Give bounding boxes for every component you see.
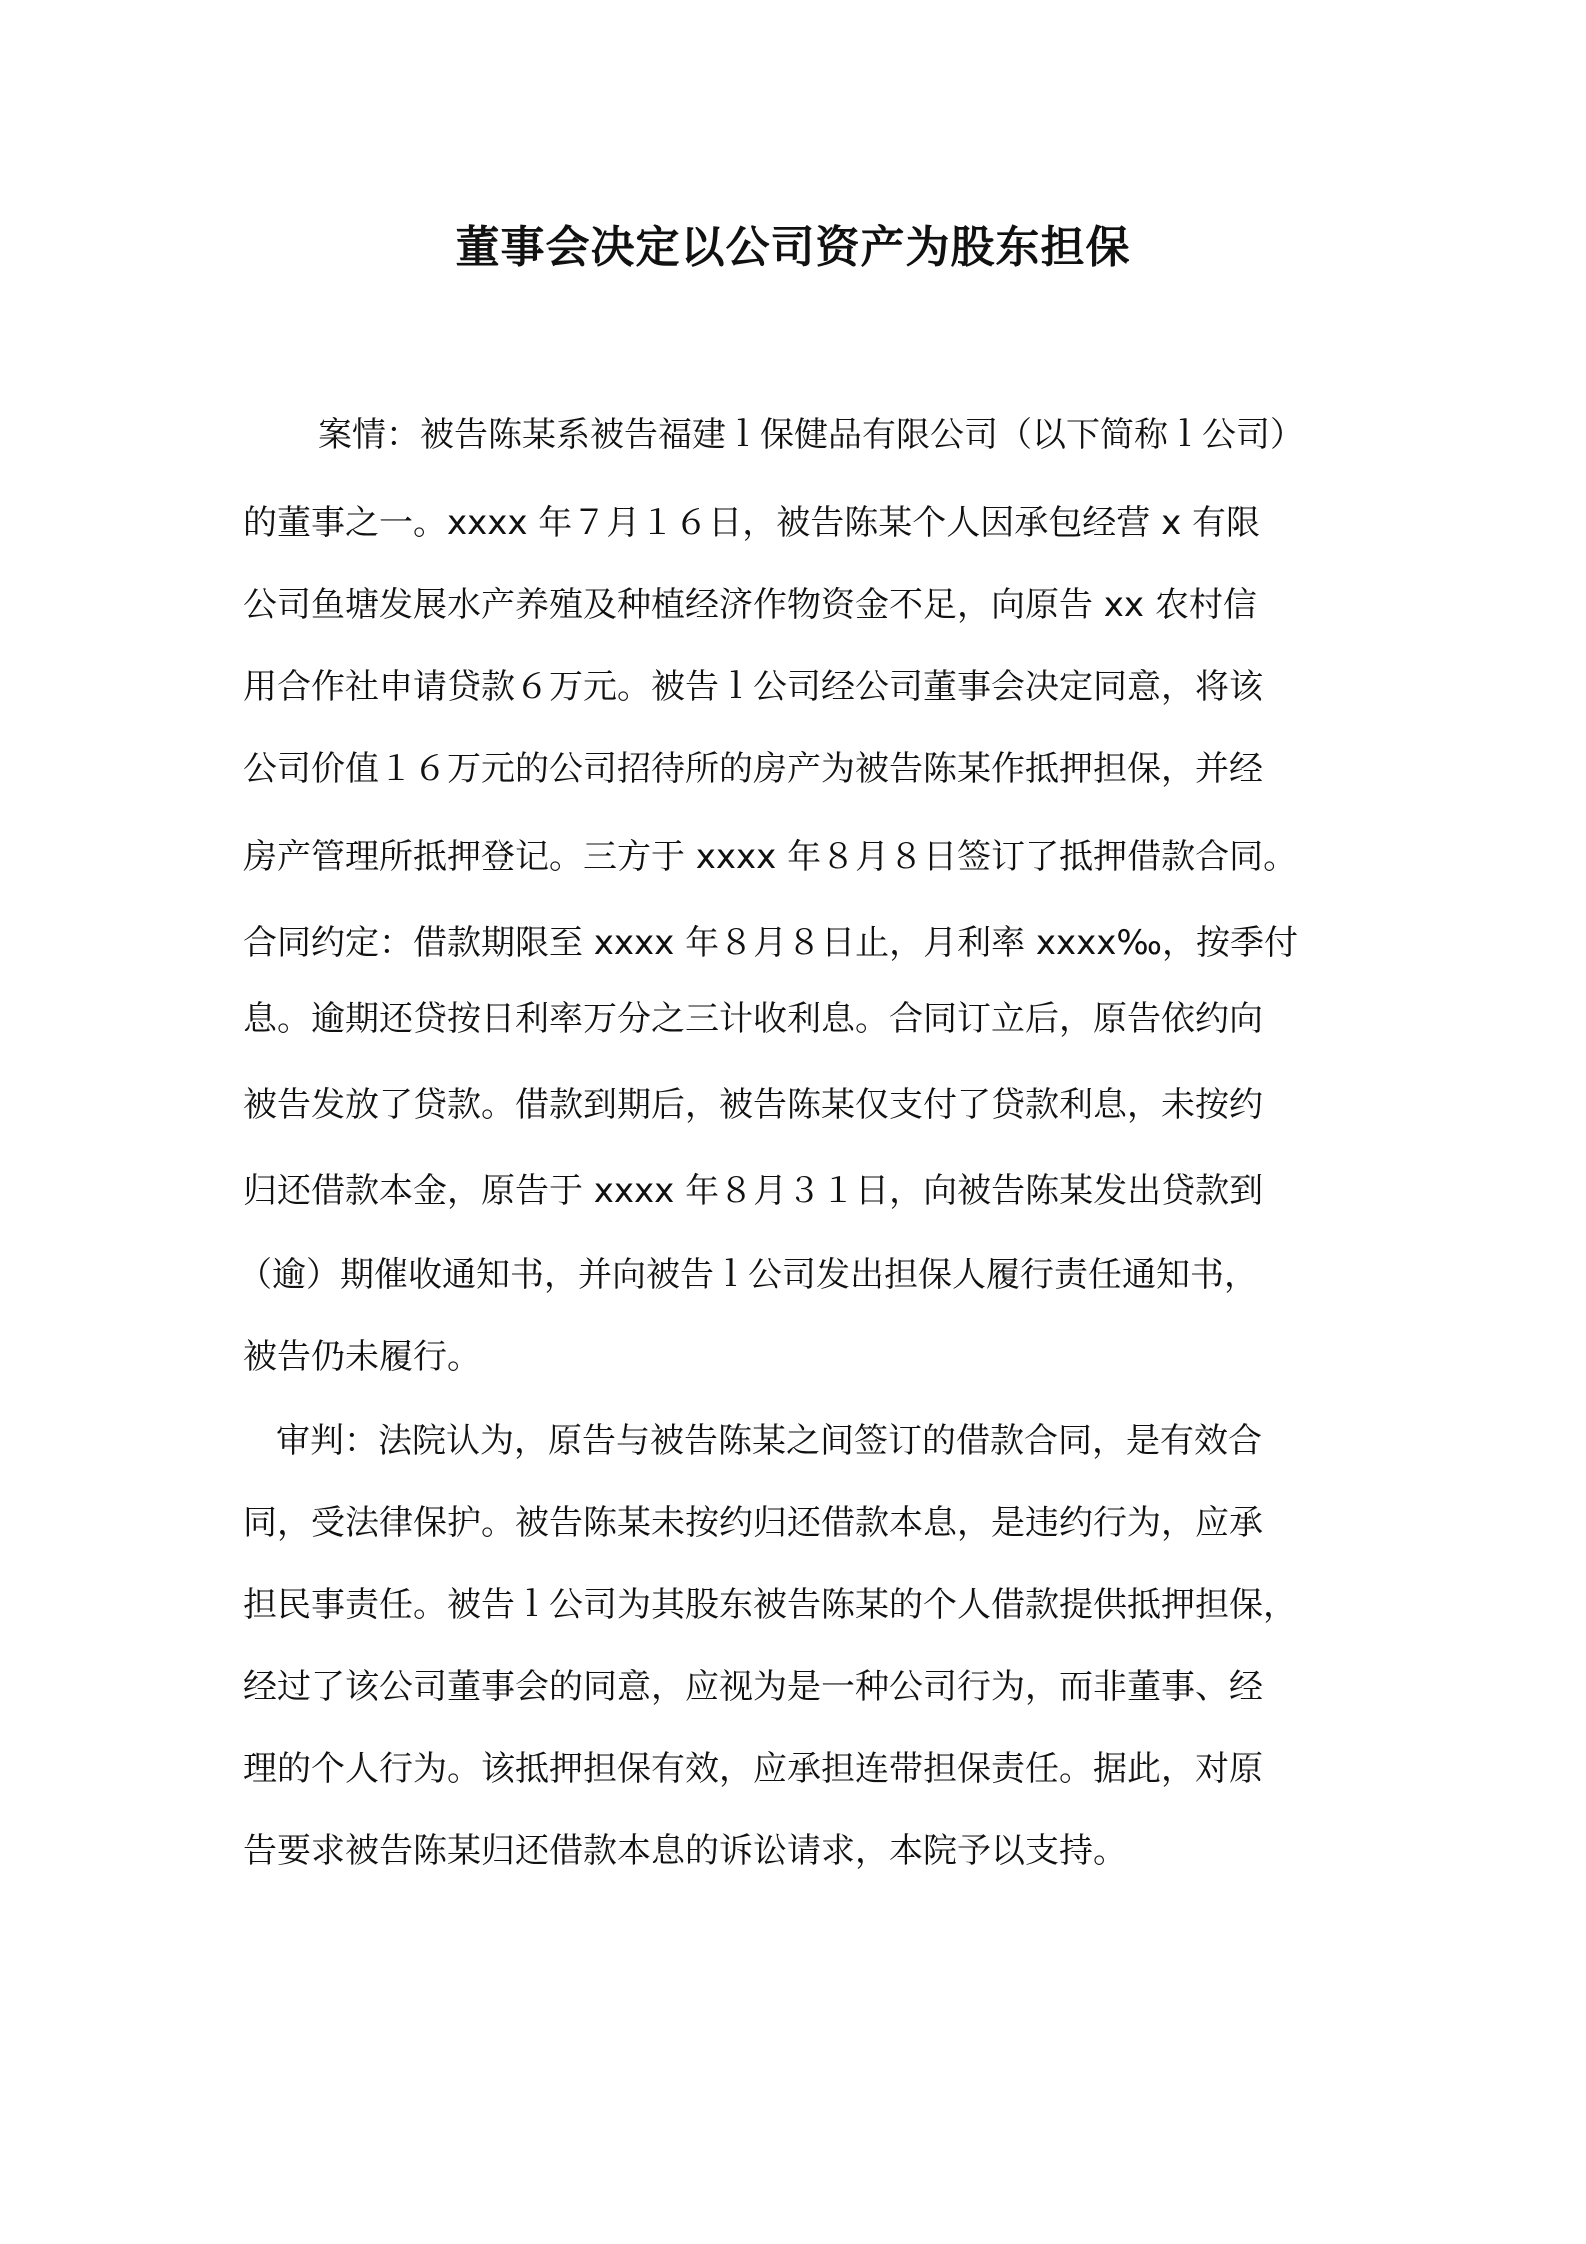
- judgment-line: 担民事责任。被告ｌ公司为其股东被告陈某的个人借款提供抵押担保，: [243, 1585, 1297, 1625]
- judgment-line: 告要求被告陈某归还借款本息的诉讼请求，本院予以支持。: [243, 1831, 1127, 1871]
- case-facts-line: 合同约定：借款期限至 xxxx 年８月８日止，月利率 xxxx‰，按季付: [243, 923, 1299, 963]
- case-facts-line: 用合作社申请贷款６万元。被告ｌ公司经公司董事会决定同意，将该: [243, 667, 1263, 707]
- case-facts-line: 被告仍未履行。: [243, 1337, 481, 1377]
- case-facts-line: 公司鱼塘发展水产养殖及种植经济作物资金不足，向原告 xx 农村信: [243, 585, 1257, 625]
- case-facts-line: 案情：被告陈某系被告福建ｌ保健品有限公司（以下简称ｌ公司）: [318, 415, 1304, 455]
- judgment-line: 经过了该公司董事会的同意，应视为是一种公司行为，而非董事、经: [243, 1667, 1263, 1707]
- case-facts-line: 被告发放了贷款。借款到期后，被告陈某仅支付了贷款利息，未按约: [243, 1085, 1263, 1125]
- document-title: 董事会决定以公司资产为股东担保: [455, 222, 1131, 273]
- case-facts-line: 房产管理所抵押登记。三方于 xxxx 年８月８日签订了抵押借款合同。: [243, 837, 1298, 877]
- case-facts-line: 的董事之一。xxxx 年７月１６日，被告陈某个人因承包经营 x 有限: [243, 503, 1261, 543]
- case-facts-line: 息。逾期还贷按日利率万分之三计收利息。合同订立后，原告依约向: [243, 999, 1263, 1039]
- judgment-line: 同，受法律保护。被告陈某未按约归还借款本息，是违约行为，应承: [243, 1503, 1263, 1543]
- judgment-line: 审判：法院认为，原告与被告陈某之间签订的借款合同，是有效合: [276, 1421, 1262, 1461]
- case-facts-line: 归还借款本金，原告于 xxxx 年８月３１日，向被告陈某发出贷款到: [243, 1171, 1264, 1211]
- case-facts-line: （逾）期催收通知书，并向被告ｌ公司发出担保人履行责任通知书，: [238, 1255, 1258, 1295]
- judgment-line: 理的个人行为。该抵押担保有效，应承担连带担保责任。据此，对原: [243, 1749, 1263, 1789]
- case-facts-line: 公司价值１６万元的公司招待所的房产为被告陈某作抵押担保，并经: [243, 749, 1263, 789]
